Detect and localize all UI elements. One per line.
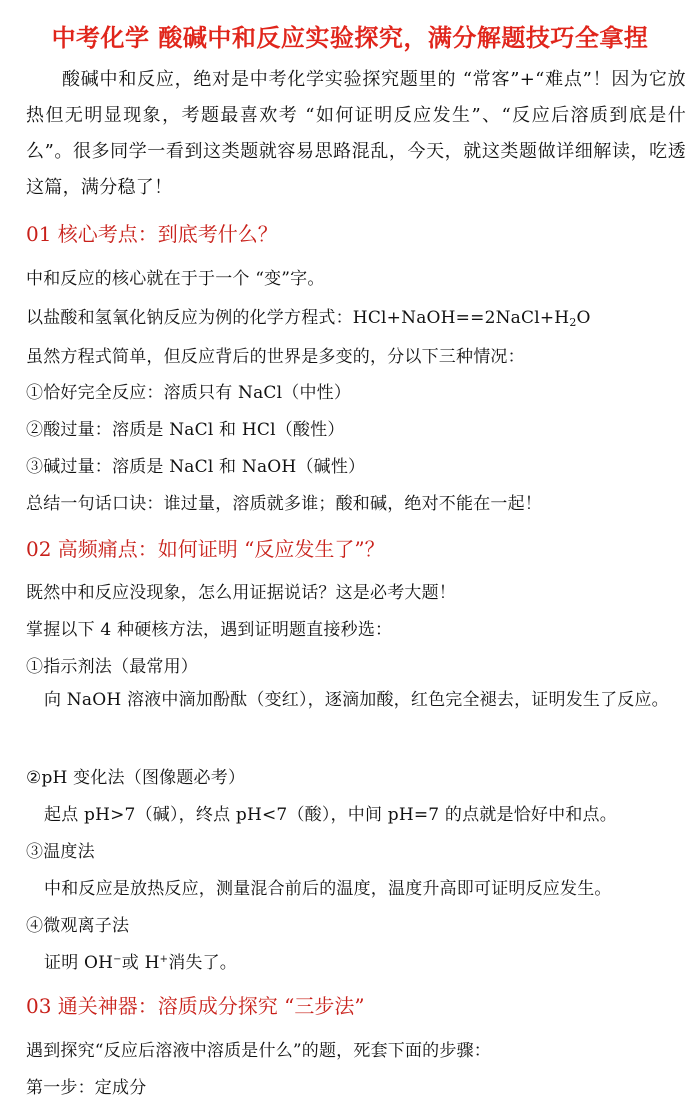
s3-line-1: 遇到探究“反应后溶液中溶质是什么”的题，死套下面的步骤： [26, 1041, 491, 1061]
s1-line-1: 中和反应的核心就在于于一个 “变”字。 [26, 269, 325, 289]
section-1-heading: 01 核心考点：到底考什么？ [26, 222, 278, 246]
method-2-title: ②pH 变化法（图像题必考） [26, 768, 246, 788]
article-title: 中考化学 酸碱中和反应实验探究，满分解题技巧全拿捏 [51, 23, 649, 52]
equation-subscript: 2 [569, 316, 577, 329]
hydrogen-charge: + [159, 954, 169, 965]
intro-paragraph: 酸碱中和反应，绝对是中考化学实验探究题里的 “常客”+“难点”！因为它放热但无明显现象，考题最喜欢考 “如何证明反应发生”、“反应后溶质到底是什么”。很多同学一看到这类题就容易思路混乱，今天，就这类题做详细解读，吃透这篇，满分稳了！ [26, 69, 686, 198]
method-3-description: 中和反应是放热反应，测量混合前后的温度，温度升高即可证明反应发生。 [44, 879, 612, 899]
method-4-title: ④微观离子法 [26, 916, 130, 936]
s2-line-1: 既然中和反应没现象，怎么用证据说话？这是必考大题！ [26, 583, 456, 603]
case-2: ②酸过量：溶质是 NaCl 和 HCl（酸性） [26, 420, 345, 440]
m4-text-b: 或 H [121, 953, 160, 973]
case-1: ①恰好完全反应：溶质只有 NaCl（中性） [26, 383, 352, 403]
section-2-heading: 02 高频痛点：如何证明 “反应发生了”？ [26, 537, 385, 561]
s3-step-1: 第一步：定成分 [26, 1078, 147, 1098]
s2-line-2: 掌握以下 4 种硬核方法，遇到证明题直接秒选： [26, 620, 393, 640]
equation-suffix: O [576, 308, 591, 328]
section-3-heading: 03 通关神器：溶质成分探究 “三步法” [26, 994, 365, 1018]
s1-equation [26, 303, 591, 329]
method-3-title: ③温度法 [26, 842, 95, 862]
s1-summary: 总结一句话口诀：谁过量，溶质就多谁；酸和碱，绝对不能在一起！ [26, 494, 542, 514]
method-4-description [44, 948, 237, 973]
m4-text-c: 消失了。 [168, 953, 238, 973]
m4-text-a: 证明 OH [44, 953, 114, 973]
method-1-title: ①指示剂法（最常用） [26, 657, 198, 677]
hydroxide-charge: − [113, 954, 122, 965]
method-2-description: 起点 pH>7（碱），终点 pH<7（酸），中间 pH=7 的点就是恰好中和点。 [44, 805, 617, 825]
case-3: ③碱过量：溶质是 NaCl 和 NaOH（碱性） [26, 457, 366, 477]
method-1-description: 向 NaOH 溶液中滴加酚酞（变红），逐滴加酸，红色完全褪去，证明发生了反应。 [44, 690, 669, 710]
equation-prefix: 以盐酸和氢氧化钠反应为例的化学方程式：HCl+NaOH==2NaCl+H [26, 308, 570, 328]
s1-line-3: 虽然方程式简单，但反应背后的世界是多变的，分以下三种情况： [26, 347, 525, 367]
